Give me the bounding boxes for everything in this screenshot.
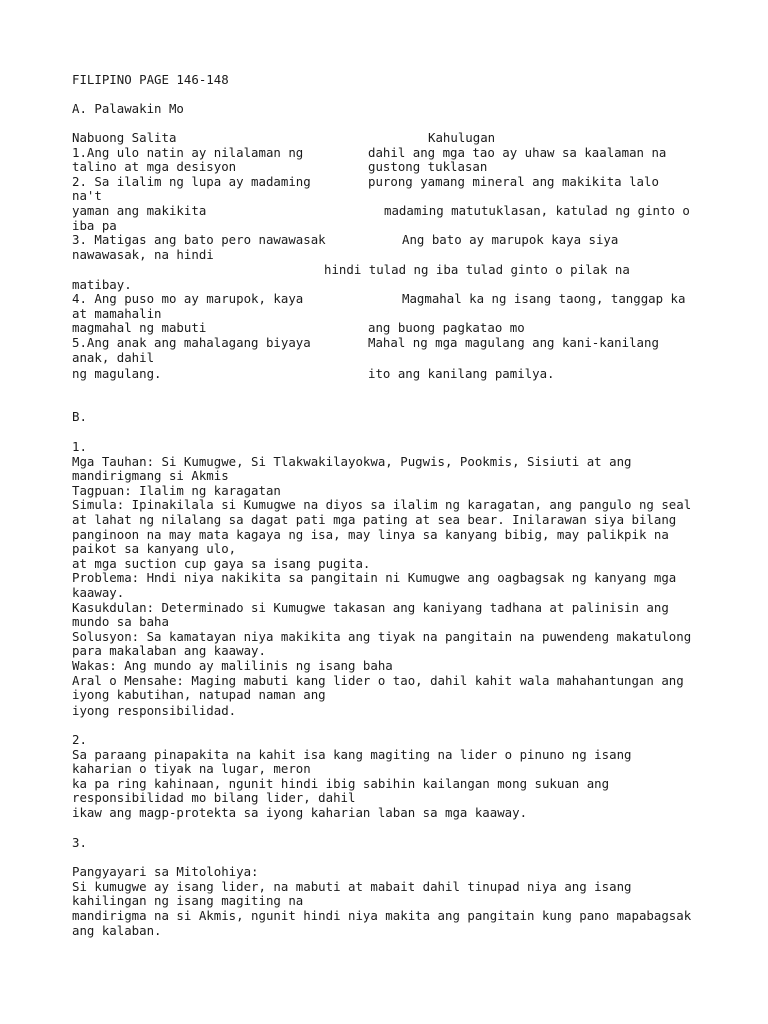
- item-2-line: Sa paraang pinapakita na kahit isa kang magiting na lider o pinuno ng isang: [72, 747, 632, 762]
- document-title: FILIPINO PAGE 146-148: [72, 72, 229, 87]
- part-a-line: iba pa: [72, 218, 117, 233]
- item-1-line: Kasukdulan: Determinado si Kumugwe takasan ang kaniyang tadhana at palinisin ang: [72, 600, 669, 615]
- section-b-heading: B.: [72, 409, 87, 424]
- part-a-line: 4. Ang puso mo ay marupok, kaya: [72, 291, 304, 306]
- part-a-line: ito ang kanilang pamilya.: [368, 366, 555, 381]
- item-2-number: 2.: [72, 732, 87, 747]
- part-a-line: at mamahalin: [72, 306, 162, 321]
- item-2-line: ikaw ang magp-protekta sa iyong kaharian laban sa mga kaaway.: [72, 805, 528, 820]
- part-a-line: Mahal ng mga magulang ang kani-kanilang: [368, 335, 659, 350]
- column-heading-nabuong-salita: Nabuong Salita: [72, 130, 177, 145]
- part-a-line: hindi tulad ng iba tulad ginto o pilak na: [324, 262, 630, 277]
- item-3-line: Si kumugwe ay isang lider, na mabuti at mabait dahil tinupad niya ang isang: [72, 879, 632, 894]
- part-a-line: purong yamang mineral ang makikita lalo: [368, 174, 659, 189]
- item-1-line: paikot sa kanyang ulo,: [72, 541, 237, 556]
- item-1-line: Tagpuan: Ilalim ng karagatan: [72, 483, 281, 498]
- item-2-line: ka pa ring kahinaan, ngunit hindi ibig sabihin kailangan mong sukuan ang: [72, 776, 610, 791]
- item-3-number: 3.: [72, 835, 87, 850]
- item-3-line: mandirigma na si Akmis, ngunit hindi niya makita ang pangitain kung pano mapabagsak: [72, 908, 692, 923]
- item-1-line: Solusyon: Sa kamatayan niya makikita ang tiyak na pangitain na puwendeng makatulong: [72, 629, 692, 644]
- item-1-line: iyong responsibilidad.: [72, 703, 237, 718]
- item-1-line: Mga Tauhan: Si Kumugwe, Si Tlakwakilayokwa, Pugwis, Pookmis, Sisiuti at ang: [72, 454, 632, 469]
- item-1-line: iyong kabutihan, natupad naman ang: [72, 687, 326, 702]
- item-3-line: Pangyayari sa Mitolohiya:: [72, 864, 259, 879]
- item-1-line: at mga suction cup gaya sa isang pugita.: [72, 556, 371, 571]
- part-a-line: Magmahal ka ng isang taong, tanggap ka: [402, 291, 686, 306]
- item-3-line: ang kalaban.: [72, 923, 162, 938]
- part-a-line: gustong tuklasan: [368, 159, 488, 174]
- part-a-line: 1.Ang ulo natin ay nilalaman ng: [72, 145, 304, 160]
- part-a-line: madaming matutuklasan, katulad ng ginto o: [384, 203, 690, 218]
- item-1-number: 1.: [72, 439, 87, 454]
- item-1-line: kaaway.: [72, 585, 125, 600]
- item-1-line: Aral o Mensahe: Maging mabuti kang lider o tao, dahil kahit wala mahahantungan ang: [72, 673, 684, 688]
- column-heading-kahulugan: Kahulugan: [428, 130, 496, 145]
- part-a-line: talino at mga desisyon: [72, 159, 237, 174]
- part-a-line: 3. Matigas ang bato pero nawawasak: [72, 232, 326, 247]
- part-a-line: yaman ang makikita: [72, 203, 207, 218]
- part-a-line: magmahal ng mabuti: [72, 320, 207, 335]
- item-1-line: mandirigmang si Akmis: [72, 468, 229, 483]
- item-1-line: Wakas: Ang mundo ay malilinis ng isang baha: [72, 658, 393, 673]
- part-a-line: 2. Sa ilalim ng lupa ay madaming: [72, 174, 311, 189]
- item-1-line: at lahat ng nilalang sa dagat pati mga pating at sea bear. Inilarawan siya bilang: [72, 512, 677, 527]
- part-a-line: dahil ang mga tao ay uhaw sa kaalaman na: [368, 145, 667, 160]
- item-1-line: para makalaban ang kaaway.: [72, 643, 266, 658]
- item-3-line: kahilingan ng isang magiting na: [72, 893, 304, 908]
- item-1-line: mundo sa baha: [72, 614, 169, 629]
- item-1-line: panginoon na may mata kagaya ng isa, may linya sa kanyang bibig, may palikpik na: [72, 527, 669, 542]
- item-2-line: responsibilidad mo bilang lider, dahil: [72, 790, 356, 805]
- item-1-line: Simula: Ipinakilala si Kumugwe na diyos sa ilalim ng karagatan, ang pangulo ng seal: [72, 497, 692, 512]
- part-a-line: 5.Ang anak ang mahalagang biyaya: [72, 335, 311, 350]
- part-a-line: na't: [72, 188, 102, 203]
- part-a-line: matibay.: [72, 277, 132, 292]
- part-a-line: Ang bato ay marupok kaya siya: [402, 232, 619, 247]
- section-a-heading: A. Palawakin Mo: [72, 101, 184, 116]
- item-1-line: Problema: Hndi niya nakikita sa pangitain ni Kumugwe ang oagbagsak ng kanyang mga: [72, 570, 677, 585]
- part-a-line: anak, dahil: [72, 350, 155, 365]
- part-a-line: ang buong pagkatao mo: [368, 320, 525, 335]
- part-a-line: nawawasak, na hindi: [72, 247, 214, 262]
- item-2-line: kaharian o tiyak na lugar, meron: [72, 761, 311, 776]
- part-a-line: ng magulang.: [72, 366, 162, 381]
